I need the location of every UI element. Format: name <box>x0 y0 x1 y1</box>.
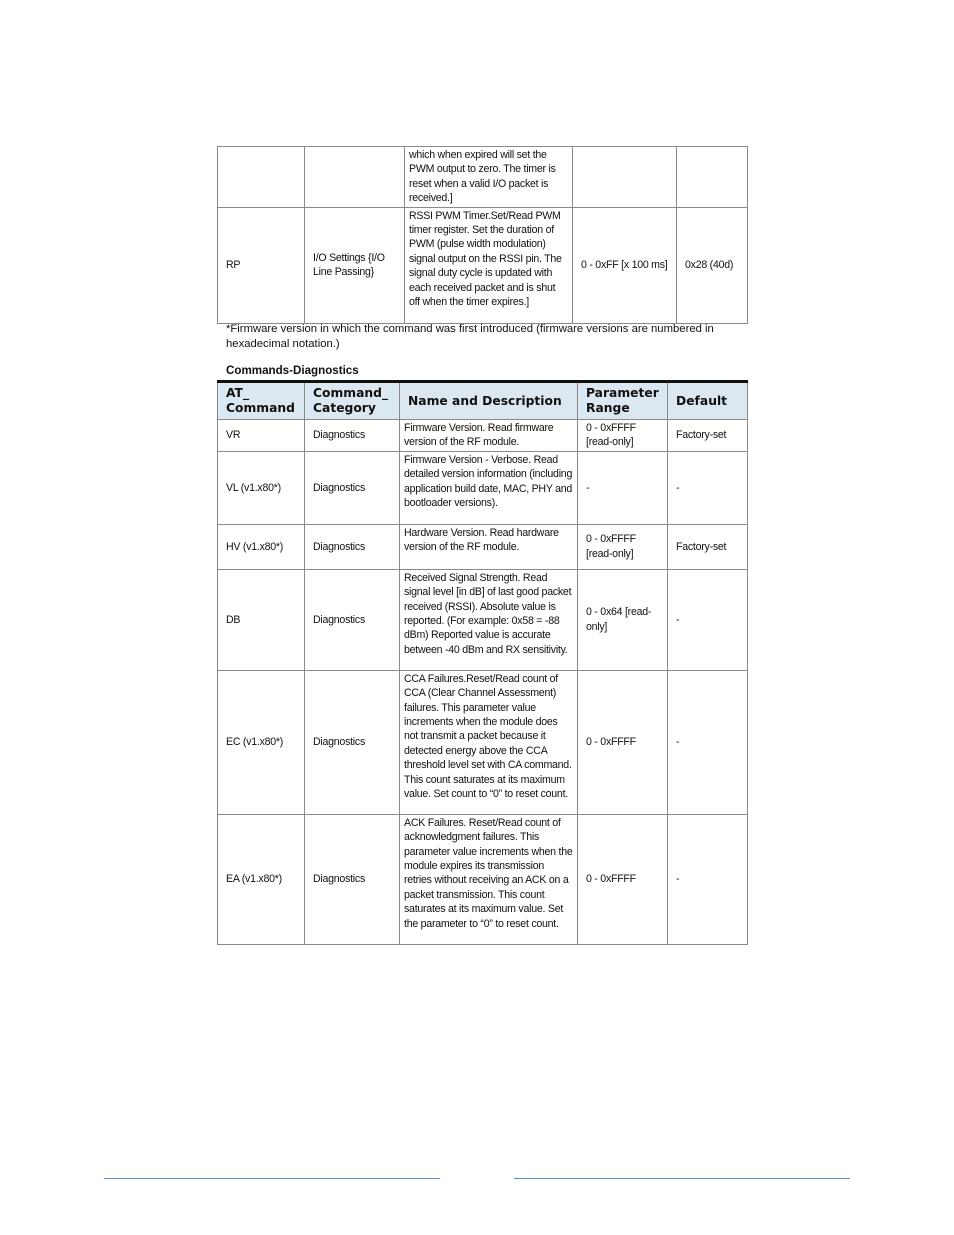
category-cell: I/O Settings {I/O Line Passing} <box>305 207 405 323</box>
table-row <box>218 147 748 208</box>
description-cell: RSSI PWM Timer.Set/Read PWM timer register. Set the duration of PWM (pulse width modulation) signal output on the RSSI pin. The signal duty cycle is updated with each received packet and is shut off when the timer expires.] <box>405 207 573 323</box>
description-cell: Received Signal Strength. Read signal level [in dB] of last good packet received (RSSI). Absolute value is reported. (For example: 0x58 = -88 dBm) Reported value is accurate between -40 dBm and RX sensitivity. <box>400 569 578 670</box>
command-cell: VL (v1.x80*) <box>218 451 305 524</box>
range-cell: 0 - 0x64 [read-only] <box>578 569 668 670</box>
category-cell: Diagnostics <box>305 569 400 670</box>
footer-rule-left <box>104 1178 440 1179</box>
description-cell: Hardware Version. Read hardware version of the RF module. <box>400 524 578 569</box>
command-cell <box>218 147 305 208</box>
table-row <box>218 670 748 814</box>
table-row <box>218 451 748 524</box>
default-cell: Factory-set <box>668 524 748 569</box>
header-name-description: Name and Description <box>400 382 578 420</box>
category-cell: Diagnostics <box>305 524 400 569</box>
table-row <box>218 207 748 323</box>
description-cell: Firmware Version - Verbose. Read detailed version information (including application build date, MAC, PHY and bootloader versions). <box>400 451 578 524</box>
header-parameter-range: Parameter Range <box>578 382 668 420</box>
command-cell: HV (v1.x80*) <box>218 524 305 569</box>
category-cell: Diagnostics <box>305 420 400 452</box>
header-command-category: Command_ Category <box>305 382 400 420</box>
table-row <box>218 569 748 670</box>
description-cell: ACK Failures. Reset/Read count of acknowledgment failures. This parameter value increments when the module expires its transmission retries without receiving an ACK on a packet transmission. This count saturates at its maximum value. Set the parameter to “0” to reset count. <box>400 814 578 944</box>
default-cell: - <box>668 569 748 670</box>
default-cell: - <box>668 814 748 944</box>
category-cell <box>305 147 405 208</box>
category-cell: Diagnostics <box>305 670 400 814</box>
command-cell: DB <box>218 569 305 670</box>
description-cell: which when expired will set the PWM output to zero. The timer is reset when a valid I/O packet is received.] <box>405 147 573 208</box>
command-cell: EC (v1.x80*) <box>218 670 305 814</box>
default-cell: Factory-set <box>668 420 748 452</box>
range-cell: 0 - 0xFFFF <box>578 670 668 814</box>
range-cell: 0 - 0xFFFF [read-only] <box>578 420 668 452</box>
range-cell: 0 - 0xFFFF [read-only] <box>578 524 668 569</box>
diagnostics-table <box>217 380 748 945</box>
table-row <box>218 420 748 452</box>
description-cell: Firmware Version. Read firmware version of the RF module. <box>400 420 578 452</box>
continued-command-table <box>217 146 748 324</box>
footer-rule-right <box>514 1178 850 1179</box>
range-cell: 0 - 0xFF [x 100 ms] <box>573 207 677 323</box>
table-header-row <box>218 382 748 420</box>
table-row <box>218 814 748 944</box>
default-cell: - <box>668 670 748 814</box>
category-cell: Diagnostics <box>305 451 400 524</box>
default-cell <box>677 147 748 208</box>
table-row <box>218 524 748 569</box>
description-cell: CCA Failures.Reset/Read count of CCA (Clear Channel Assessment) failures. This parameter value increments when the module does not transmit a packet because it detected energy above the CCA threshold level set with CA command. This count saturates at its maximum value. Set count to “0” to reset count. <box>400 670 578 814</box>
range-cell: - <box>578 451 668 524</box>
section-title: Commands-Diagnostics <box>226 364 359 377</box>
firmware-footnote: *Firmware version in which the command was first introduced (firmware versions are numbered in hexadecimal notation.) <box>226 323 714 350</box>
category-cell: Diagnostics <box>305 814 400 944</box>
default-cell: - <box>668 451 748 524</box>
command-cell: VR <box>218 420 305 452</box>
range-cell: 0 - 0xFFFF <box>578 814 668 944</box>
command-cell: EA (v1.x80*) <box>218 814 305 944</box>
range-cell <box>573 147 677 208</box>
command-cell: RP <box>218 207 305 323</box>
header-at-command: AT_ Command <box>218 382 305 420</box>
header-default: Default <box>668 382 748 420</box>
default-cell: 0x28 (40d) <box>677 207 748 323</box>
